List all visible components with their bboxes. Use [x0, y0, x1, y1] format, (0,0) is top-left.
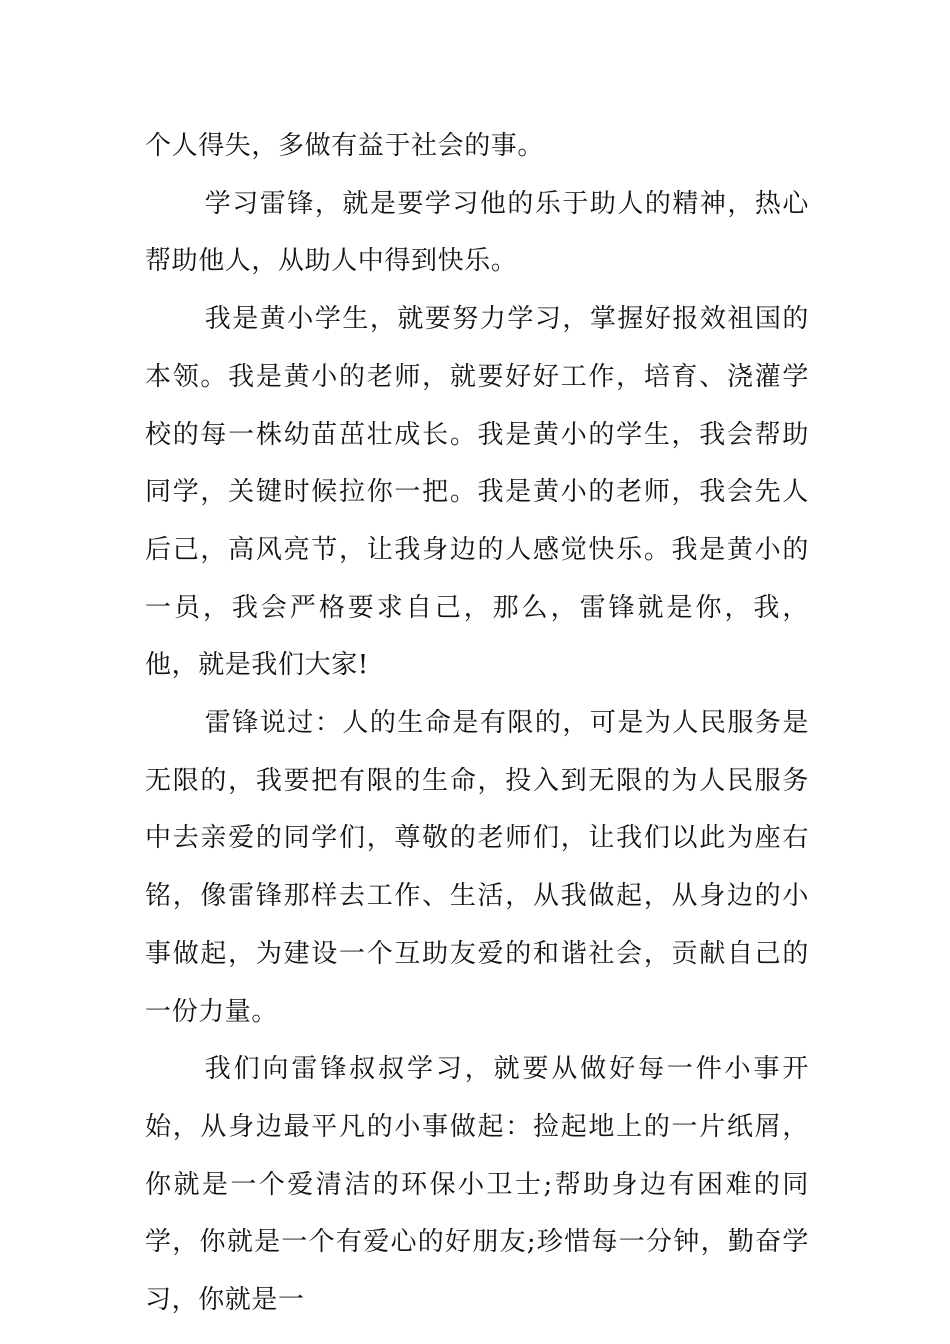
- paragraph-2: 学习雷锋，就是要学习他的乐于助人的精神，热心帮助他人，从助人中得到快乐。: [145, 188, 809, 277]
- paragraph-4: 雷锋说过：人的生命是有限的，可是为人民服务是无限的，我要把有限的生命，投入到无限的为人民服务中去亲爱的同学们，尊敬的老师们，让我们以此为座右铭，像雷锋那样去工作、生活，从我做起，从身边的小事做起，为建设一个互助友爱的和谐社会，贡献自己的一份力量。: [145, 708, 809, 1027]
- document-body: [145, 118, 809, 1330]
- paragraph-1: 个人得失，多做有益于社会的事。: [145, 131, 545, 161]
- paragraph-5: 我们向雷锋叔叔学习，就要从做好每一件小事开始，从身边最平凡的小事做起：捡起地上的一片纸屑，你就是一个爱清洁的环保小卫士;帮助身边有困难的同学，你就是一个有爱心的好朋友;珍惜每一分钟，勤奋学习，你就是一: [145, 1054, 809, 1316]
- paragraph-3: 我是黄小学生，就要努力学习，掌握好报效祖国的本领。我是黄小的老师，就要好好工作，培育、浇灌学校的每一株幼苗茁壮成长。我是黄小的学生，我会帮助同学，关键时候拉你一把。我是黄小的老师，我会先人后己，高风亮节，让我身边的人感觉快乐。我是黄小的一员，我会严格要求自己，那么，雷锋就是你，我，他，就是我们大家!: [145, 304, 809, 681]
